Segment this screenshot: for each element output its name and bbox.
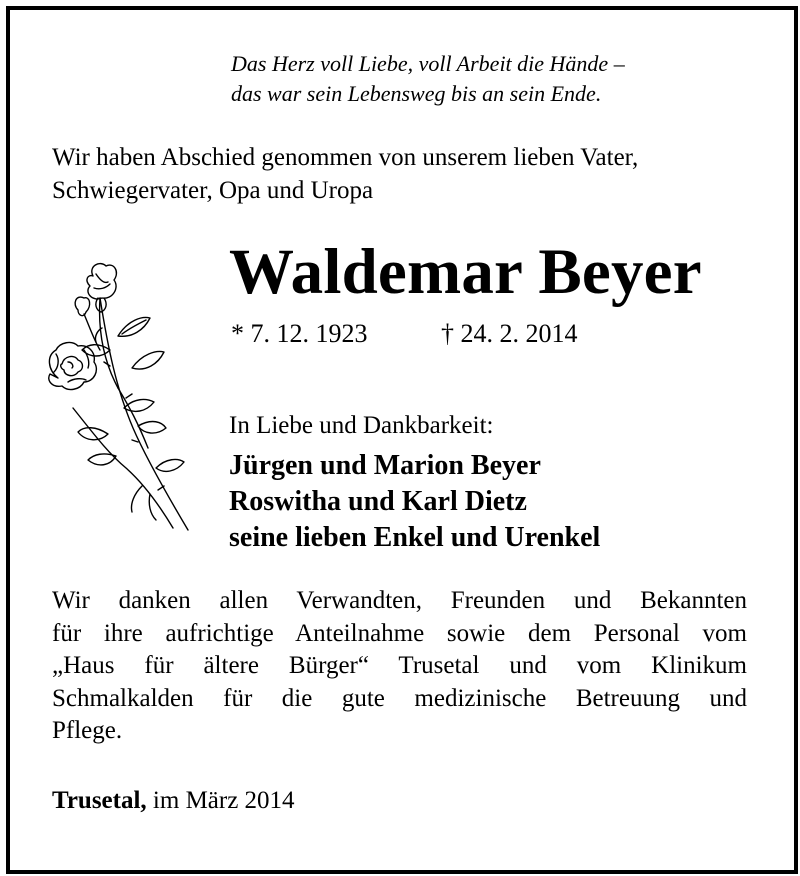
thanks-line: für ihre aufrichtige Anteilnahme sowie dem Personal vom xyxy=(52,619,747,647)
motto xyxy=(231,49,625,109)
mourner-line: seine lieben Enkel und Urenkel xyxy=(229,522,601,553)
motto-line: Das Herz voll Liebe, voll Arbeit die Hände – xyxy=(231,51,625,76)
intro-line: Wir haben Abschied genommen von unserem lieben Vater, xyxy=(52,144,639,171)
death-date: † 24. 2. 2014 xyxy=(441,319,578,348)
thanks-line: Pflege. xyxy=(52,717,123,744)
rose-icon xyxy=(38,258,198,538)
intro-text xyxy=(52,141,638,207)
deceased-name: Waldemar Beyer xyxy=(229,236,702,308)
signoff-date: im März 2014 xyxy=(152,787,295,814)
mourners-list xyxy=(229,448,600,556)
intro-line: Schwiegervater, Opa und Uropa xyxy=(52,177,374,204)
thanks-line: Wir danken allen Verwandten, Freunden und Bekannten xyxy=(52,587,747,614)
thanks-paragraph xyxy=(52,585,747,748)
mourner-line: Roswitha und Karl Dietz xyxy=(229,486,527,517)
signoff xyxy=(52,785,295,817)
thanks-line: Schmalkalden für die gute medizinische Betreuung und xyxy=(52,684,747,712)
mourners-label: In Liebe und Dankbarkeit: xyxy=(229,412,494,439)
birth-date: * 7. 12. 1923 xyxy=(231,319,368,348)
mourner-line: Jürgen und Marion Beyer xyxy=(229,450,541,481)
signoff-place: Trusetal, xyxy=(52,787,147,814)
thanks-line: „Haus für ältere Bürger“ Trusetal und vom Klinikum xyxy=(52,652,747,679)
motto-line: das war sein Lebensweg bis an sein Ende. xyxy=(231,81,602,106)
